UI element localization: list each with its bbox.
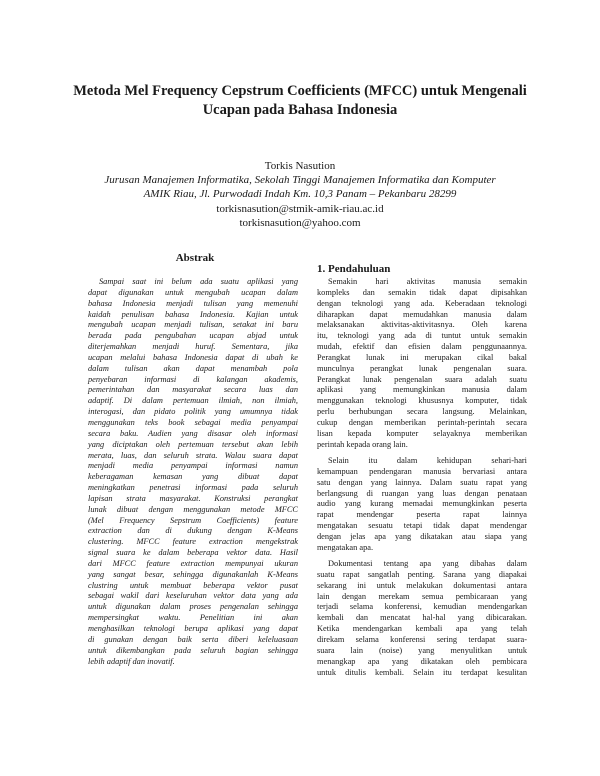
abstract-line: (Mel Frequency Sepstrum Coefficients) feature <box>88 515 298 525</box>
section-line: kompleks dan semakin tidak dapat dipisahkan <box>317 287 527 297</box>
section-line: menggunakan teknologi khususnya komputer, tidak <box>317 396 527 406</box>
section-line: Selain itu dalam kehidupan sehari-hari <box>328 456 527 465</box>
section-line: perintah kepada orang lain. <box>317 439 408 449</box>
affiliation-line-1: Jurusan Manajemen Informatika, Sekolah Tinggi Manajemen Informatika dan Komputer <box>104 174 496 187</box>
section-line: berlangsung di ruangan yang luas dengan penataan <box>317 488 527 498</box>
section-line: diharapkan dapat memudahkan manusia dalam <box>317 309 527 319</box>
section-line: mengatakan apa. <box>317 542 374 552</box>
section-body <box>317 277 527 678</box>
abstract-line: mempersingkat waktu. Penelitian ini akan <box>88 613 298 623</box>
abstract-line: keberagaman kemasan yang dibuat dapat <box>88 472 298 482</box>
author-block <box>60 159 540 230</box>
section-line: mudah, efektif dan efisien dalam penggunaannya. <box>317 342 527 352</box>
section-line: Dokumentasi tentang apa yang dibahas dalam <box>328 559 527 569</box>
section-line: itu, teknologi yang ada di tuntut untuk semakin <box>317 331 527 341</box>
abstract-line: clustering. MFCC feature extraction mengekstrak <box>88 537 298 547</box>
abstract-heading: Abstrak <box>175 252 215 264</box>
abstract-line: Sampai saat ini belum ada suatu aplikasi yang <box>99 277 298 286</box>
section-line: untuk ditulis kembali. Selain itu terdapat kesulitan <box>317 667 527 677</box>
abstract-line: adaptif. Di dalam pertemuan ilmiah, non ilmiah, <box>88 396 298 406</box>
abstract-line: ucapan melalui bahasa Indonesia dapat di ubah ke <box>88 352 298 362</box>
abstract-line: diterjemahkan menjadi huruf. Sementara, jika <box>88 342 298 352</box>
section-line: kembali dan mencatat hal-hal yang dibicarakan. <box>317 613 527 623</box>
abstract-line: lunak dibuat dengan menggunakan metode MFCC <box>88 504 298 514</box>
abstract-line: di gunakan dengan baik serta diberi keleluasaan <box>88 634 298 644</box>
section-paragraph <box>317 456 527 554</box>
section-line: dengan teknologi yang ada. Keberadaan teknologi <box>317 298 527 308</box>
section-line: Ketika mendengarkan kembali apa yang telah <box>317 624 527 634</box>
abstract-line: penyebaran informasi di kalangan akademis, <box>88 374 298 384</box>
section-line: direkam selama konferensi sering terdapat suara- <box>317 635 527 644</box>
abstract-line: extraction dan di dukung dengan K-Means <box>88 526 298 536</box>
section-line: suara lain (noise) yang menyulitkan untuk <box>317 645 527 655</box>
abstract-line: lebih adaptif dan inovatif. <box>88 656 175 666</box>
abstract-line: mengubah ucapan menjadi tulisan, setakat ini baru <box>88 320 298 330</box>
section-line: lain dengan merekam semua pembicaraan yang <box>317 591 527 601</box>
abstract-line: menghasilkan teknologi berupa aplikasi yang dapat <box>88 624 298 633</box>
abstract-line: yang diciptakan oleh pertemuan tersebut akan lebih <box>88 439 298 449</box>
abstract-line: pemerintahan dan masyarakat secara luas dan <box>88 385 298 395</box>
abstract-line: sebagai wakil dari keseluruhan vektor data yang ada <box>88 591 298 601</box>
section-heading-pendahuluan: 1. Pendahuluan <box>317 263 391 275</box>
section-line: kemampuan pendengaran manusia bervariasi antara <box>317 466 527 476</box>
section-line: rapat mendengar peserta rapat lainnya <box>317 510 527 520</box>
section-line: aplikasi yang memungkinkan manusia dalam <box>317 385 527 395</box>
abstract-line: bahasa Indonesia menjadi tulisan yang memenuhi <box>88 298 298 308</box>
section-line: satu dengan yang lainnya. Dalam suatu rapat yang <box>317 477 527 487</box>
abstract-body <box>88 277 298 667</box>
abstract-line: merata, luas, dan seluruh strata. Walau suara dapat <box>88 450 298 460</box>
abstract-line: meningkatkan penetrasi informasi pada seluruh <box>88 483 298 493</box>
abstract-line: lapisan strata masyarakat. Konstruksi perangkat <box>88 493 298 503</box>
section-line: Perangkat lunak pengenalan suara adalah suatu <box>317 374 527 384</box>
abstract-line: signal suara ke dalam beberapa vektor data. Hasil <box>88 548 298 558</box>
section-line: munculnya perangkat lunak pengenalan suara. <box>317 363 527 373</box>
abstract-line: yang sangat besar, sehingga digunakanlah K-Means <box>88 569 298 579</box>
abstract-line: kaidah penulisan bahasa Indonesia. Kajian untuk <box>88 309 298 319</box>
abstract-line: dari MFCC feature extraction mempunyai ukuran <box>88 558 298 568</box>
section-line: dengan jelas apa yang dikatakan atau siapa yang <box>317 531 527 541</box>
section-line: terjadi selama konferensi, kemudian mendengarkan <box>317 602 527 612</box>
section-line: menangkap apa yang dikatakan oleh pembicara <box>317 656 527 666</box>
abstract-line: untuk dikembangkan pada seluruh bagian sehingga <box>88 645 298 655</box>
section-line: lisan kepada komputer selayaknya memberikan <box>317 428 527 438</box>
title-line-1: Metoda Mel Frequency Cepstrum Coefficients (MFCC) untuk Mengenali <box>73 83 527 99</box>
section-paragraph <box>317 559 527 678</box>
abstract-line: secara baku. Audien yang disasar oleh informasi <box>88 428 298 438</box>
abstract-line: menjadi media penyampai informasi namun <box>88 461 298 471</box>
abstract-line: interogasi, dan pidato politik yang umumnya tidak <box>88 407 298 417</box>
abstract-line: menggunakan teks book sebagai media penyampai <box>88 417 298 427</box>
section-paragraph <box>317 277 527 451</box>
author-email-1: torkisnasution@stmik-amik-riau.ac.id <box>216 202 384 215</box>
section-line: Perangkat lunak ini merupakan cikal bakal <box>317 352 527 362</box>
abstract-line: clustring untuk membuat beberapa vektor pusat <box>88 580 298 590</box>
section-line: sekarang ini untuk melakukan dokumentasi antara <box>317 580 527 590</box>
title-line-2: Ucapan pada Bahasa Indonesia <box>202 102 398 118</box>
author-email-2: torkisnasution@yahoo.com <box>239 216 361 229</box>
abstract-line: dalam tulisan akan dapat menambah pola <box>88 363 298 373</box>
abstract-line: dapat digunakan untuk mengubah ucapan dalam <box>88 287 298 297</box>
section-line: suatu rapat sangatlah penting. Sarana yang diapakai <box>317 569 527 579</box>
affiliation-line-2: AMIK Riau, Jl. Purwodadi Indah Km. 10,3 Panam – Pekanbaru 28299 <box>143 188 457 201</box>
section-line: audio yang kurang memadai memungkinkan peserta <box>317 499 527 509</box>
section-line: perlu berhubungan secara langsung. Melainkan, <box>317 407 527 417</box>
section-line: Semakin hari aktivitas manusia semakin <box>328 277 527 286</box>
section-line: mengatakan sesuatu tetapi tidak dapat mendengar <box>317 521 527 531</box>
section-line: melaksanakan aktivitas-aktivitasnya. Oleh karena <box>317 320 527 330</box>
abstract-line: berada pada pengubahan ucapan abjad untuk <box>88 331 298 341</box>
author-name: Torkis Nasution <box>264 160 336 172</box>
abstract-line: untuk digunakan dalam proses pengenalan sehingga <box>88 602 298 612</box>
section-line: cukup dengan memberikan perintah-perintah secara <box>317 417 527 427</box>
paper-title <box>60 82 540 120</box>
